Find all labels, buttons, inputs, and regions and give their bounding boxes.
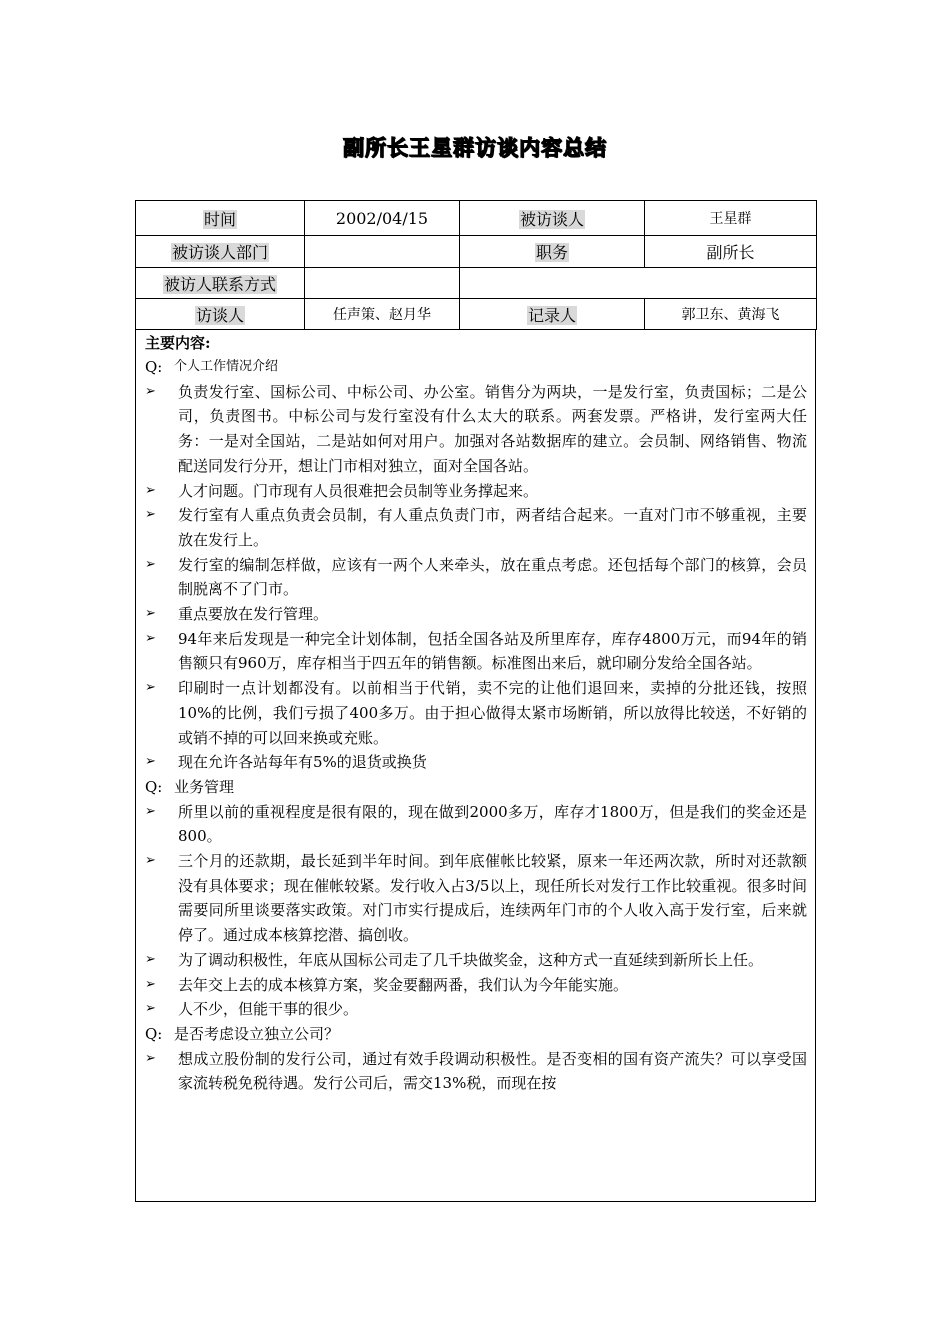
list-item (145, 973, 807, 998)
dept-label: 被访谈人部门 (136, 236, 305, 268)
contact-value-a (305, 268, 460, 299)
section-2-list (145, 800, 807, 1022)
question-1 (145, 355, 807, 380)
main-content (135, 329, 816, 1202)
recorder-value: 郭卫东、黄海飞 (645, 299, 817, 330)
list-item-text: 重点要放在发行管理。 (178, 605, 329, 624)
recorder-label: 记录人 (460, 299, 645, 330)
bullet-icon: ➢ (145, 630, 156, 646)
list-item (145, 849, 807, 948)
bullet-icon: ➢ (145, 1001, 156, 1017)
list-item (145, 997, 807, 1022)
list-item-text: 印刷时一点计划都没有。以前相当于代销，卖不完的让他们退回来，卖掉的分批还钱，按照10%的比例，我们亏损了400多万。由于担心做得太紧市场断销，所以放得比较送，不好销的或销不掉的可以回来换或充账。 (178, 679, 807, 747)
section-3-list (145, 1047, 807, 1096)
contact-label: 被访人联系方式 (136, 268, 305, 299)
list-item-text: 去年交上去的成本核算方案，奖金要翻两番，我们认为今年能实施。 (178, 975, 629, 994)
question-text: 个人工作情况介绍 (174, 359, 279, 374)
list-item (145, 602, 807, 627)
list-item-text: 所里以前的重视程度是很有限的，现在做到2000多万，库存才1800万，但是我们的奖金还是800。 (178, 802, 807, 846)
bullet-icon: ➢ (145, 951, 156, 967)
list-item-text: 现在允许各站每年有5%的退货或换货 (178, 753, 427, 772)
bullet-icon: ➢ (145, 556, 156, 572)
interviewee-value: 王星群 (645, 201, 817, 236)
list-item-text: 人才问题。门市现有人员很难把会员制等业务撑起来。 (178, 481, 539, 500)
position-value: 副所长 (645, 236, 817, 268)
list-item (145, 676, 807, 750)
position-label: 职务 (460, 236, 645, 268)
question-prefix: Q: (145, 1024, 163, 1043)
interviewer-label: 访谈人 (136, 299, 305, 330)
content-heading: 主要内容: (145, 334, 211, 352)
bullet-icon: ➢ (145, 853, 156, 869)
question-2 (145, 775, 807, 800)
time-value: 2002/04/15 (305, 201, 460, 236)
list-item-text: 三个月的还款期，最长延到半年时间。到年底催帐比较紧，原来一年还两次款，所时对还款额没有具体要求；现在催帐较紧。发行收入占3/5以上，现任所长对发行工作比较重视。很多时间需要同所里谈要落实政策。对门市实行提成后，连续两年门市的个人收入高于发行室，后来就停了。通过成本核算挖潜、搞创收。 (178, 852, 807, 945)
dept-value (305, 236, 460, 268)
interviewer-value: 任声策、赵月华 (305, 299, 460, 330)
time-label: 时间 (136, 201, 305, 236)
bullet-icon: ➢ (145, 754, 156, 770)
info-table (135, 200, 817, 330)
interviewee-label: 被访谈人 (460, 201, 645, 236)
list-item (145, 948, 807, 973)
question-prefix: Q: (145, 358, 163, 376)
list-item-text: 想成立股份制的发行公司，通过有效手段调动积极性。是否变相的国有资产流失？可以享受国家流转税免税待遇。发行公司后，需交13%税，而现在按 (178, 1049, 807, 1093)
list-item (145, 800, 807, 849)
question-3 (145, 1022, 807, 1047)
bullet-icon: ➢ (145, 803, 156, 819)
list-item (145, 627, 807, 676)
bullet-icon: ➢ (145, 482, 156, 498)
list-item-text: 发行室的编制怎样做，应该有一两个人来牵头，放在重点考虑。还包括每个部门的核算，会员制脱离不了门市。 (178, 555, 807, 599)
list-item (145, 380, 807, 479)
bullet-icon: ➢ (145, 606, 156, 622)
contact-value (460, 268, 817, 299)
bullet-icon: ➢ (145, 507, 156, 523)
list-item (145, 750, 807, 775)
question-text: 是否考虑设立独立公司？ (174, 1024, 340, 1043)
list-item-text: 94年来后发现是一种完全计划体制，包括全国各站及所里库存，库存4800万元，而94年的销售额只有960万，库存相当于四五年的销售额。标准图出来后，就印刷分发给全国各站。 (178, 629, 807, 673)
bullet-icon: ➢ (145, 680, 156, 696)
list-item-text: 负责发行室、国标公司、中标公司、办公室。销售分为两块，一是发行室，负责国标；二是公司，负责图书。中标公司与发行室没有什么太大的联系。两套发票。严格讲，发行室两大任务：一是对全国站，二是站如何对用户。加强对各站数据库的建立。会员制、网络销售、物流配送同发行分开，想让门市相对独立，面对全国各站。 (178, 382, 807, 475)
list-item-text: 为了调动积极性，年底从国标公司走了几千块做奖金，这种方式一直延续到新所长上任。 (178, 950, 764, 969)
list-item (145, 1047, 807, 1096)
list-item (145, 503, 807, 552)
question-text: 业务管理 (174, 777, 235, 796)
question-prefix: Q: (145, 777, 163, 796)
list-item-text: 发行室有人重点负责会员制，有人重点负责门市，两者结合起来。一直对门市不够重视，主要放在发行上。 (178, 506, 807, 549)
section-1-list (145, 380, 807, 775)
list-item-text: 人不少，但能干事的很少。 (178, 1000, 359, 1019)
bullet-icon: ➢ (145, 976, 156, 992)
page-title: 副所长王星群访谈内容总结 (343, 136, 607, 160)
bullet-icon: ➢ (145, 1050, 156, 1066)
list-item (145, 479, 807, 504)
list-item (145, 553, 807, 602)
bullet-icon: ➢ (145, 383, 156, 399)
